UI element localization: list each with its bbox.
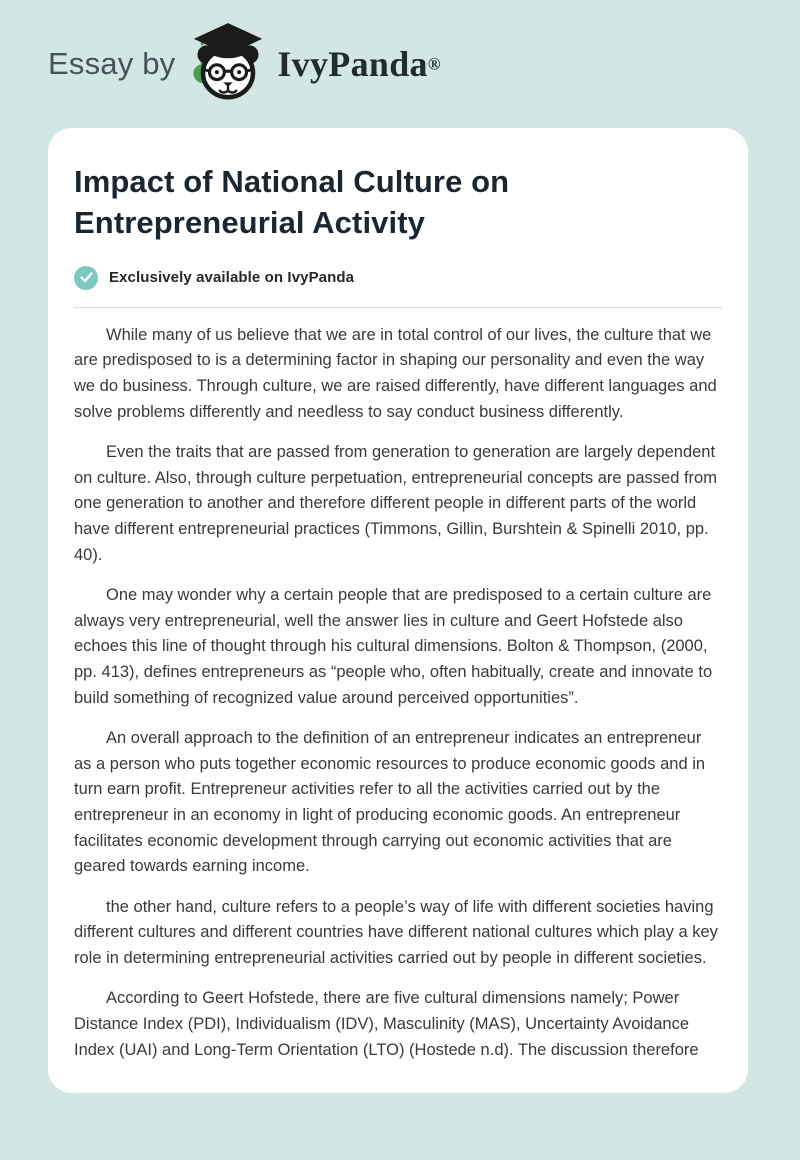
essay-paragraph: According to Geert Hofstede, there are five cultural dimensions namely; Power Distance Index (PDI), Individualism (IDV), Masculinity (MAS), Uncertainty Avoidance Index (UAI) and Long-Term Orientation (LTO) (Hostede n.d). The discussion therefore [74,989,699,1059]
essay-paragraph: While many of us believe that we are in total control of our lives, the culture that we are predisposed to is a determining factor in shaping our personality and even the way we do business. Through culture, we are raised differently, have different languages and solve problems differently and needless to say conduct business differently. [74,325,717,421]
site-header [0,0,800,128]
essay-paragraph: the other hand, culture refers to a people’s way of life with different societies having different cultures and different countries have different national cultures which play a key role in determining entrepreneurial activities carried out by people in different societies. [74,897,718,967]
registered-trademark-symbol: ® [427,54,441,74]
panda-graduate-icon [191,21,265,108]
brand-logo-link[interactable] [48,21,441,108]
essay-paragraph: An overall approach to the definition of an entrepreneur indicates an entrepreneur as a person who puts together economic resources to produce economic goods and in turn earn profit. Entrepreneur activities refer to all the activities carried out by the entrepreneur in an economy in light of producing economic goods. An entrepreneur facilitates economic development through carrying out economic activities that are geared towards earning income. [74,729,706,876]
divider-line [74,307,722,308]
exclusive-badge-row [74,266,722,290]
essay-paragraph: One may wonder why a certain people that are predisposed to a certain culture are always very entrepreneurial, well the answer lies in culture and Geert Hofstede also echoes this line of thought through his cultural dimensions. Bolton & Thompson, (2000, pp. 413), defines entrepreneurs as “people who, often habitually, create and innovate to build something of recognized value around perceived opportunities”. [74,586,713,707]
check-icon [74,266,98,290]
exclusive-badge-label: Exclusively available on IvyPanda [109,269,355,287]
brand-prefix-text: Essay by [48,46,176,81]
essay-title: Impact of National Culture on Entrepreneurial Activity [74,164,510,240]
brand-name-text: IvyPanda® [277,44,441,84]
essay-paragraph: Even the traits that are passed from generation to generation are largely dependent on culture. Also, through culture perpetuation, entrepreneurial concepts are passed from one generation to another and therefore different people in different parts of the world have different entrepreneurial practices (Timmons, Gillin, Burshtein & Spinelli 2010, pp. 40). [74,443,717,564]
essay-card [48,128,748,1093]
essay-body [74,323,722,1063]
